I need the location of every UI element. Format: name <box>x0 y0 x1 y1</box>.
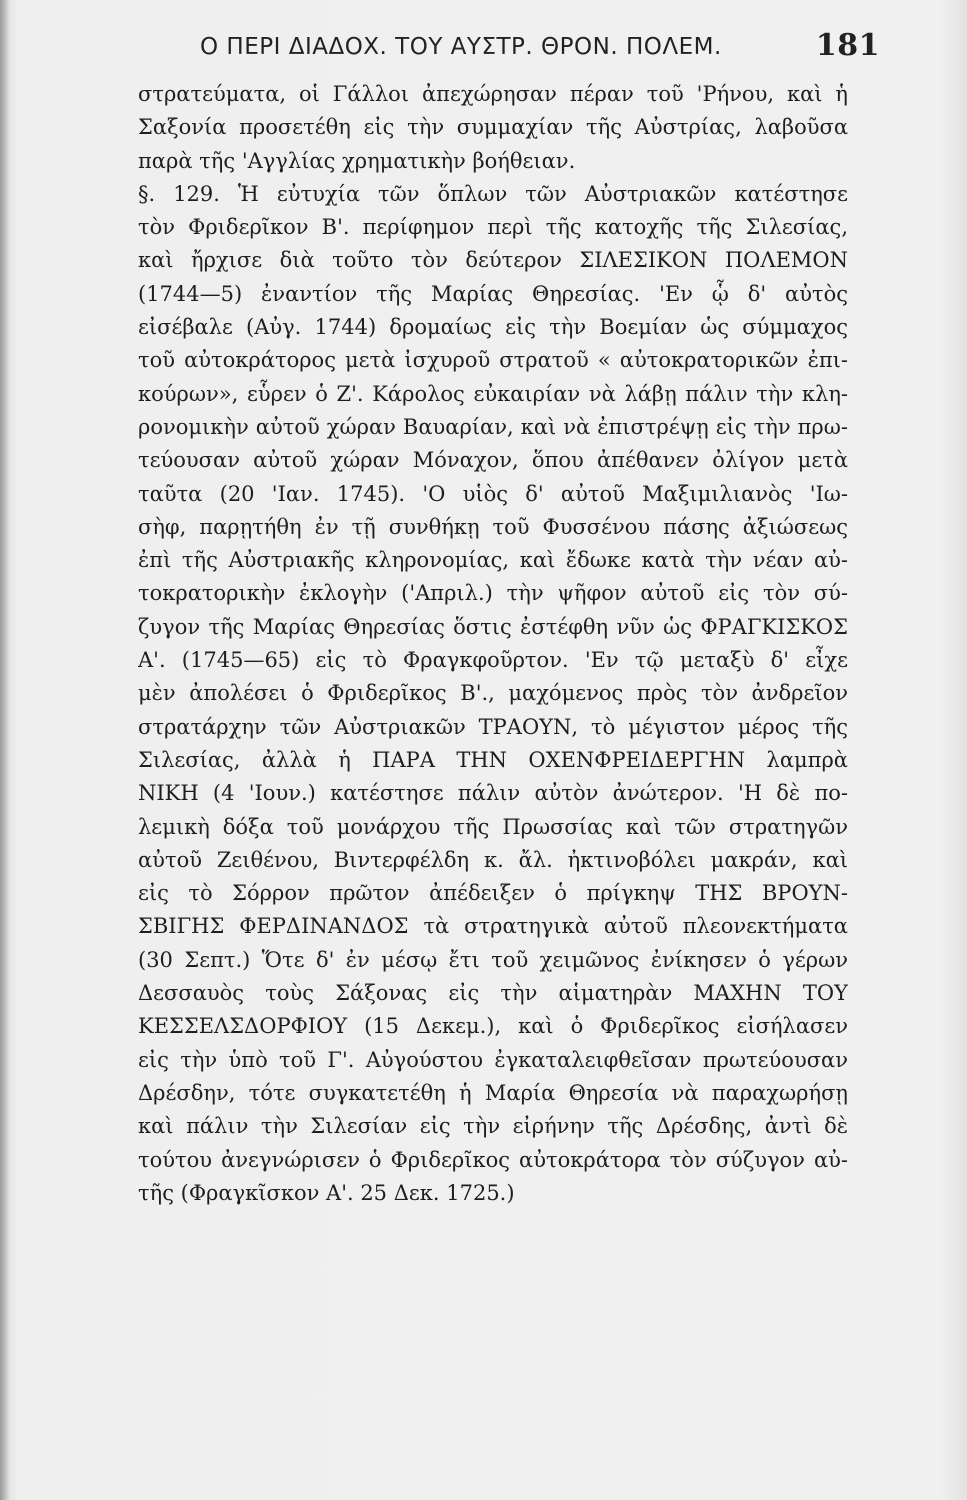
text-line: ἐπὶ τῆς Αὐστριακῆς κληρονομίας, καὶ ἔδωκε κατὰ τὴν νέαν αὐ- <box>138 548 848 573</box>
text-line: Δρέσδην, τότε συγκατετέθη ἡ Μαρία Θηρεσία νὰ παραχωρήσῃ <box>138 1080 848 1105</box>
text-line: σὴφ, παρῃτήθη ἐν τῇ συνθήκῃ τοῦ Φυσσένου πάσης ἀξιώσεως <box>138 514 848 539</box>
text-line: ΚΕΣΣΕΛΣΔΟΡΦΙΟΥ (15 Δεκεμ.), καὶ ὁ Φριδερῖκος εἰσήλασεν <box>138 1014 848 1039</box>
text-line: εἰσέβαλε (Αὐγ. 1744) δρομαίως εἰς τὴν Βοεμίαν ὡς σύμμαχος <box>138 315 848 340</box>
page-number: 181 <box>815 28 880 63</box>
text-line: ΝΙΚΗ (4 'Ιουν.) κατέστησε πάλιν αὐτὸν ἀνώτερον. 'Η δὲ πο- <box>138 781 848 806</box>
text-line: Σαξονία προσετέθη εἰς τὴν συμμαχίαν τῆς Αὐστρίας, λαβοῦσα <box>138 115 848 140</box>
text-line: Α'. (1745—65) εἰς τὸ Φραγκφοῦρτον. 'Εν τῷ μεταξὺ δ' εἶχε <box>138 648 848 673</box>
text-line: λεμικὴ δόξα τοῦ μονάρχου τῆς Πρωσσίας καὶ τῶν στρατηγῶν <box>138 814 848 839</box>
text-line: τούτου ἀνεγνώρισεν ὁ Φριδερῖκος αὐτοκράτορα τὸν σύζυγον αὐ- <box>138 1147 848 1172</box>
text-line: τοῦ αὐτοκράτορος μετὰ ἰσχυροῦ στρατοῦ « αὐτοκρατορικῶν ἐπι- <box>138 348 848 373</box>
text-line: ταῦτα (20 'Ιαν. 1745). 'Ο υἱὸς δ' αὐτοῦ Μαξιμιλιανὸς 'Ιω- <box>138 481 848 506</box>
running-title: Ο ΠΕΡΙ ΔΙΑΔΟΧ. ΤΟΥ ΑΥΣΤΡ. ΘΡΟΝ. ΠΟΛΕΜ. <box>200 34 722 60</box>
text-line: στρατεύματα, οἱ Γάλλοι ἀπεχώρησαν πέραν τοῦ 'Ρήνου, καὶ ἡ <box>138 82 848 106</box>
text-line: §. 129. Ἡ εὐτυχία τῶν ὅπλων τῶν Αὐστριακῶν κατέστησε <box>138 181 848 206</box>
text-line: (30 Σεπτ.) Ὅτε δ' ἐν μέσῳ ἔτι τοῦ χειμῶνος ἐνίκησεν ὁ γέρων <box>138 947 848 972</box>
text-line: στρατάρχην τῶν Αὐστριακῶν ΤΡΑΟΥΝ, τὸ μέγιστον μέρος τῆς <box>138 714 848 739</box>
text-line: μὲν ἀπολέσει ὁ Φριδερῖκος Β'., μαχόμενος πρὸς τὸν ἀνδρεῖον <box>138 681 848 706</box>
running-header <box>200 28 880 68</box>
text-line: εἰς τὴν ὑπὸ τοῦ Γ'. Αὐγούστου ἐγκαταλειφθεῖσαν πρωτεύουσαν <box>138 1047 848 1072</box>
text-line: τεύουσαν αὐτοῦ χώραν Μόναχον, ὅπου ἀπέθανεν ὀλίγον μετὰ <box>138 448 848 473</box>
body-text <box>138 78 848 1210</box>
text-line: ζυγον τῆς Μαρίας Θηρεσίας ὅστις ἐστέφθη νῦν ὡς ΦΡΑΓΚΙΣΚΟΣ <box>138 614 848 639</box>
text-line: (1744—5) ἐναντίον τῆς Μαρίας Θηρεσίας. 'Εν ᾧ δ' αὐτὸς <box>138 281 848 306</box>
text-line: καὶ πάλιν τὴν Σιλεσίαν εἰς τὴν εἰρήνην τῆς Δρέσδης, ἀντὶ δὲ <box>138 1114 848 1139</box>
text-line: εἰς τὸ Σόρρον πρῶτον ἀπέδειξεν ὁ πρίγκηψ ΤΗΣ ΒΡΟΥΝ- <box>138 881 848 906</box>
text-line: ΣΒΙΓΗΣ ΦΕΡΔΙΝΑΝΔΟΣ τὰ στρατηγικὰ αὐτοῦ πλεονεκτήματα <box>138 914 848 939</box>
text-line: τοκρατορικὴν ἐκλογὴν ('Απριλ.) τὴν ψῆφον αὐτοῦ εἰς τὸν σύ- <box>138 581 848 606</box>
text-line: αὐτοῦ Ζειθένου, Βιντερφέλδη κ. ἄλ. ἠκτινοβόλει μακράν, καὶ <box>138 847 848 872</box>
text-line: τὸν Φριδερῖκον Β'. περίφημον περὶ τῆς κατοχῆς τῆς Σιλεσίας, <box>138 215 848 240</box>
text-line: τῆς (Φραγκῖσκον Α'. 25 Δεκ. 1725.) <box>138 1180 515 1205</box>
text-line: Δεσσαυὸς τοὺς Σάξονας εἰς τὴν αἱματηρὰν ΜΑΧΗΝ ΤΟΥ <box>138 981 848 1006</box>
page-gutter-shadow <box>0 0 10 1500</box>
text-line: παρὰ τῆς 'Αγγλίας χρηματικὴν βοήθειαν. <box>138 148 576 173</box>
text-line: κούρων», εὗρεν ὁ Ζ'. Κάρολος εὐκαιρίαν νὰ λάβῃ πάλιν τὴν κλη- <box>138 381 848 406</box>
text-line: ρονομικὴν αὐτοῦ χώραν Βαυαρίαν, καὶ νὰ ἐπιστρέψῃ εἰς τὴν πρω- <box>138 414 848 439</box>
text-line: καὶ ἤρχισε διὰ τοῦτο τὸν δεύτερον ΣΙΛΕΣΙΚΟΝ ΠΟΛΕΜΟΝ <box>138 248 848 273</box>
text-line: Σιλεσίας, ἀλλὰ ἡ ΠΑΡΑ ΤΗΝ ΟΧΕΝΦΡΕΙΔΕΡΓΗΝ λαμπρὰ <box>138 747 848 772</box>
